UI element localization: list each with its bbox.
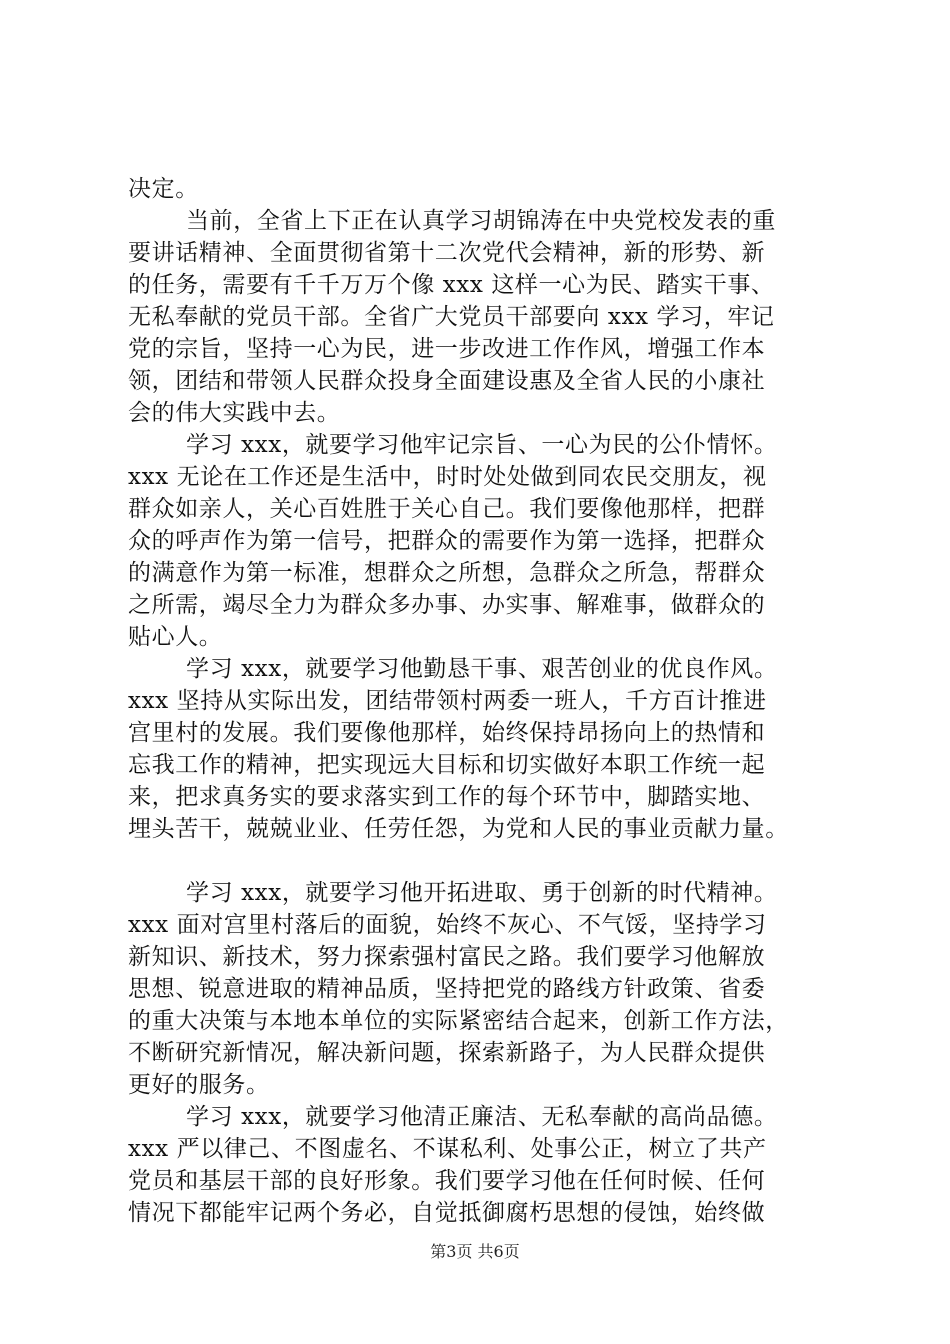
text-line: 领，团结和带领人民群众投身全面建设惠及全省人民的小康社 [128, 368, 766, 394]
text-line: 学习 xxx，就要学习他牢记宗旨、一心为民的公仆情怀。 [186, 432, 778, 458]
text-line: 当前，全省上下正在认真学习胡锦涛在中央党校发表的重 [186, 208, 776, 234]
text-line: 更好的服务。 [128, 1072, 270, 1098]
text-line: 情况下都能牢记两个务必，自觉抵御腐朽思想的侵蚀，始终做 [128, 1200, 766, 1226]
text-line: 不断研究新情况，解决新问题，探索新路子，为人民群众提供 [128, 1040, 766, 1066]
page-number-footer: 第3页 共6页 [430, 1242, 520, 1261]
text-line: xxx 严以律己、不图虚名、不谋私利、处事公正，树立了共产 [128, 1136, 767, 1162]
text-line: 的满意作为第一标准，想群众之所想，急群众之所急，帮群众 [128, 560, 766, 586]
text-line: 学习 xxx，就要学习他勤恳干事、艰苦创业的优良作风。 [186, 656, 778, 682]
text-line: 学习 xxx，就要学习他开拓进取、勇于创新的时代精神。 [186, 880, 778, 906]
text-line: 群众如亲人，关心百姓胜于关心自己。我们要像他那样，把群 [128, 496, 766, 522]
text-line: 贴心人。 [128, 624, 223, 650]
text-line: 埋头苦干，兢兢业业、任劳任怨，为党和人民的事业贡献力量。 [128, 816, 789, 842]
text-line: 思想、锐意进取的精神品质，坚持把党的路线方针政策、省委 [128, 976, 766, 1002]
text-line: 的重大决策与本地本单位的实际紧密结合起来，创新工作方法， [128, 1008, 789, 1034]
text-line: 忘我工作的精神，把实现远大目标和切实做好本职工作统一起 [128, 752, 766, 778]
text-line: 之所需，竭尽全力为群众多办事、办实事、解难事，做群众的 [128, 592, 766, 618]
text-line: 新知识、新技术，努力探索强村富民之路。我们要学习他解放 [128, 944, 766, 970]
text-line: 众的呼声作为第一信号，把群众的需要作为第一选择，把群众 [128, 528, 766, 554]
text-line: 学习 xxx，就要学习他清正廉洁、无私奉献的高尚品德。 [186, 1104, 778, 1130]
text-line: 无私奉献的党员干部。全省广大党员干部要向 xxx 学习，牢记 [128, 304, 775, 330]
text-line: 党员和基层干部的良好形象。我们要学习他在任何时候、任何 [128, 1168, 766, 1194]
text-line: xxx 面对宫里村落后的面貌，始终不灰心、不气馁，坚持学习 [128, 912, 767, 938]
text-line: 党的宗旨，坚持一心为民，进一步改进工作作风，增强工作本 [128, 336, 766, 362]
text-line: 宫里村的发展。我们要像他那样，始终保持昂扬向上的热情和 [128, 720, 766, 746]
text-line: xxx 坚持从实际出发，团结带领村两委一班人，千方百计推进 [128, 688, 767, 714]
text-line: 决定。 [128, 176, 199, 202]
text-line: 要讲话精神、全面贯彻省第十二次党代会精神，新的形势、新 [128, 240, 766, 266]
text-line: 的任务，需要有千千万万个像 xxx 这样一心为民、踏实干事、 [128, 272, 775, 298]
text-line: 来，把求真务实的要求落实到工作的每个环节中，脚踏实地、 [128, 784, 766, 810]
text-line: 会的伟大实践中去。 [128, 400, 341, 426]
text-line: xxx 无论在工作还是生活中，时时处处做到同农民交朋友，视 [128, 464, 767, 490]
